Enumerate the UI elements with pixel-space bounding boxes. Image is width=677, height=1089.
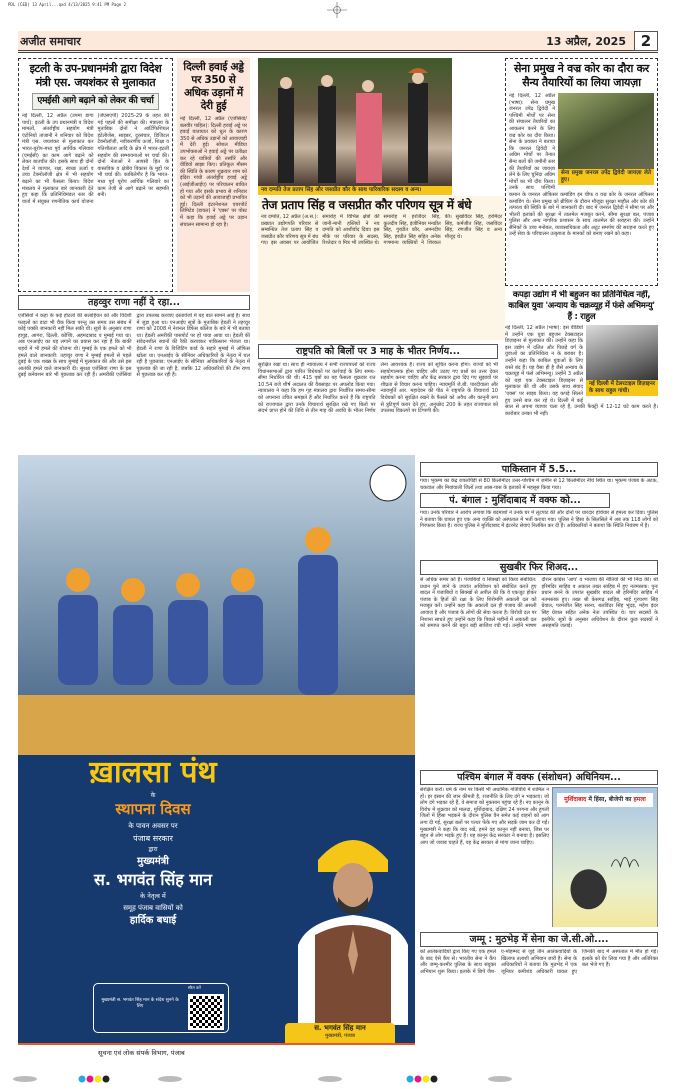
- issue-date: 13 अप्रैल, 2025: [546, 35, 626, 48]
- ad-ke: के: [150, 792, 156, 799]
- story-body: [505, 325, 658, 440]
- cm-nameplate: [285, 1023, 395, 1043]
- ad-greeting: हार्दिक बधाई: [129, 915, 177, 926]
- nameplate-role: मुख्यमंत्री, पंजाब: [325, 1033, 355, 1039]
- qr-code-icon[interactable]: [188, 994, 224, 1030]
- photo-caption: नई दिल्ली में टेलरटाइल डिज़ाइनर के साथ राहुल गांधी।: [586, 380, 658, 396]
- story-body: [420, 787, 658, 927]
- story-body: को आतंकवादियों द्वारा किए गए एक हमले के बाद ऐसे कैंप से। भारतीय सेना ने कैंप और जम्मू-कश्मीर पुलिस के साथ संयुक्त अभियान शुरू किया। इलाके में छिपे जैश-ए-मोहम्मद से जुड़े तीन आतंकवादियों के खिलाफ तलाशी अभियान जारी है। सेना के अधिकारियों ने बताया कि मुठभेड़ में एक जूनियर कमीशंड अधिकारी घायल हुए जिनकी बाद में अस्पताल में मौत हो गई। इलाके को घेर लिया गया है और अतिरिक्त बल भेजे गए हैं।: [420, 949, 658, 975]
- cartoon-title-part: हमला: [633, 796, 646, 803]
- ad-illustration: [18, 455, 415, 755]
- photo-caption: नव दम्पति तेज प्रताप सिंह और जसप्रीत कौर के साथ पारिवारिक सदस्य व अन्य।: [258, 186, 452, 195]
- headline-pakistan: पाकिस्तान में 5.5...: [420, 462, 658, 477]
- color-registration-bar: [0, 1070, 677, 1082]
- story-body-bengal: गया। उनके परिवार ने आरोप लगाया कि बदमाशों ने उनके घर में लूटपाट की और दोनों पर धारदार हथियार से हमला कर दिया। पुलिस ने बताया कि घायल हुए एक अन्य व्यक्ति को अस्पताल में भर्ती कराया गया। पुलिस ने हिंसा के सिलसिले में अब तक 118 लोगों को गिरफ्तार किया है। राज्य पुलिस ने मुर्शिदाबाद में इंटरनेट सेवाएं निलंबित कर दी हैं। अधिकारियों ने बताया कि स्थिति नियंत्रण में है।: [420, 510, 658, 530]
- story-sukhbir: [420, 560, 658, 765]
- story-tahawwur: [18, 295, 250, 440]
- story-rahul: [505, 290, 658, 440]
- cartoon-figure-icon: [553, 812, 657, 912]
- ad-netritva: के नेतृत्व में: [140, 892, 166, 900]
- cartoon-title-part: में हिंसा, बीजेपी का: [586, 796, 634, 803]
- headline: तहव्वुर राणा नहीं दे रहा...: [18, 295, 250, 310]
- ad-cm-name: स. भगवंत सिंह मान: [94, 870, 212, 889]
- rahul-photo: [586, 325, 658, 380]
- qr-note: मुख्यमंत्री स. भगवंत सिंह मान के संदेश सुनने के लिए: [101, 998, 179, 1009]
- cartoon-title: [557, 793, 653, 807]
- rahul-photo-figure: [586, 325, 658, 396]
- headline: तेज प्रताप सिंह व जसप्रीत कौर परिणय सूत्र में बंधे: [262, 198, 472, 212]
- story-body: नई दिल्ली, 12 अप्रैल (एजेंसियां/बलवीर पाहिल): दिल्ली हवाई अड्डे पर हवाई यातायात को धूल के कारण 350 से अधिक उड़ानों को आवाजाही में देरी हुई। सोशल मीडिया उपभोक्ताओं ने हवाई अड्डे पर प्रतीक्षा कर रहे यात्रियों की तस्वीरें और वीडियो साझा किए। प्रतिकूल मौसम की स्थिति के कारण शुक्रवार शाम को इंदिरा गांधी अंतर्राष्ट्रीय हवाई अड्डे (आईजीआईए) पर परिचालन बाधित हो गया और इसके प्रभाव से शनिवार को भी उड़ानों की आवाजाही प्रभावित हुई। दिल्ली इंटरनेशनल एयरपोर्ट लिमिटेड (डायल) ने 'एक्स' पर पोस्ट में कहा कि हवाई अड्डे पर उड़ान संचालन सामान्य हो रहा है।: [180, 116, 247, 228]
- story-body: से अधिक समय को है। पंजाबियों व सिक्खों को किया संबोधित: प्रधान चुने जाने के उपरांत अधिवेशन को संबोधित करते हुए बादल ने पंजाबियों व सिक्खों से अपील की कि वे एकजुट होकर पंजाब के हितों की रक्षा के लिए शिरोमणि अकाली दल को मजबूत करें। उन्होंने कहा कि अकाली दल ही पंजाब की असली आवाज है और पंजाब के लोगों की सेवा करता है। विरोधी दल पर निशाना साधते हुए उन्होंने कहा कि पिछले महीनों में अकाली दल को समाप्त करने की बहुत बड़ी साजिश रची गई। उन्होंने भाषण दौरान कांग्रेस 'आप' व भाजपा की नीतियों की भी निंदा की। श्री हरिमंदिर साहिब व अकाल तख्त साहिब में हुए नतमस्तक: पुनः प्रधान बनने के उपरांत सुखबीर बादल श्री हरिमंदिर साहिब में नतमस्तक हुए। तख्त श्री केसगढ़ साहिब, भाई गुरचरण सिंह ग्रेवाल, परमजीत सिंह सरना, बलविंदर सिंह भूंदड़, महेश इंदर सिंह ग्रेवाल सहित अनेक नेता उपस्थित थे। चार सदस्यों के इस्तीफे: सूत्रों के अनुसार अधिवेशन के दौरान कुछ सदस्यों ने असहमति जताई।: [420, 577, 658, 630]
- story-body: [509, 93, 654, 282]
- story-body: सुरक्षित रखा था। साथ ही न्यायालय ने सभी राज्यपालों को राज्य विधानसभाओं द्वारा पारित विधेयकों पर कार्रवाई के लिए समय-सीमा निर्धारित की थी। 415 पृष्ठों का यह फैसला शुक्रवार रात 10.54 बजे शीर्ष अदालत की वैबसाइट पर अपलोड किया गया। न्यायालय ने कहा कि हम गृह मंत्रालय द्वारा निर्धारित समय-सीमा को अपनाना उचित समझते हैं और निर्धारित करते हैं कि राष्ट्रपति को राज्यपाल द्वारा उनके विचारार्थ सुरक्षित रखे गए बिलों पर संदर्भ प्राप्त होने की तिथि से तीन माह की अवधि के भीतर निर्णय लेना आवश्यक है। राज्य को सूचित करना होगा। राज्यों को भी सहयोगात्मक होना चाहिए और उठाए गए प्रश्नों का उत्तर देकर सहयोग करना चाहिए और केंद्र सरकार द्वारा दिए गए सुझावों पर शीघ्रता से विचार करना चाहिए। न्यायमूर्ति जे.बी. पारदीवाला और न्यायमूर्ति आर. महादेवन की पीठ ने राष्ट्रपति के विचारार्थ 10 विधेयकों को सुरक्षित रखने के फैसले को अवैध और कानूनी रूप से त्रुटिपूर्ण करार देते हुए, अनुच्छेद 200 के तहत राज्यपाल को उपलब्ध विकल्पों पर टिप्पणी की।: [258, 362, 498, 415]
- newspaper-name: अजीत समाचार: [20, 35, 81, 48]
- cartoon-title-part: मुर्शिदाबाद: [564, 796, 587, 803]
- ad-occasion: के पावन अवसर पर: [128, 822, 178, 830]
- qr-box: [93, 983, 229, 1033]
- story-waqf: [420, 770, 658, 927]
- ad-dwara: द्वारा: [148, 846, 158, 853]
- ad-footer-dept: सूचना एवं लोक संपर्क विभाग, पंजाब: [18, 1043, 415, 1062]
- headline: सेना प्रमुख ने वज्र कोर का दौरा कर सैन्य तैयारियों का लिया जायज़ा: [514, 62, 649, 89]
- page-header: [18, 31, 658, 53]
- story-body: नई दिल्ली, 12 अप्रैल (उपमा डागा पार्थ): इटली के उप प्रधानमंत्री व विदेश मामलों, अंतर्राष्ट्रीय सहयोग मंत्री एंटोनियो ताजानी ने शनिवार को विदेश मंत्री एस. जयशंकर से मुलाकात कर भारत-यूरोप-मध्य पूर्व आर्थिक गलियारा (एमईसी) का काम आगे बढ़ाने को लेकर बातचीत की। इसके साथ ही दोनों देशों ने व्यापार, रक्षा, स्वच्छ ऊर्जा व उच्च टैक्नोलॉजी क्षेत्र में भी सहयोग बढ़ाने का भी फैसला किया। विदेश मंत्रालय ने मुलाकात बारे जानकारी देते हुए कहा कि प्रतिनिधिमंडल स्तर की वार्ता में संयुक्त रणनीतिक कार्य योजना (जेएसएपी) 2025-29 के तहत की गई पहलों की समीक्षा की। मंत्रालय के मुताबिक दोनों ने आर्टिफिशियल इंटेलीजेंस, साइबर, दूरसंचार, डिजिटल टैक्नोलॉजी, नवीकरणीय ऊर्जा, शिक्षा व गतिशीलता आदि के क्षेत्र में भारत-इटली सहयोग की सम्भावनाओं पर चर्चा की। दोनों नेताओं ने आपसी हित के वास्तविक व क्षेत्रीय विकास के मुद्दों पर भी चर्चा की। काबिलेगौर है कि भारत-मध्य पूर्व यूरोप आर्थिक गलियारे का काम तेजी से आगे बढ़ाने पर सहमति बनी।: [22, 113, 169, 205]
- ad-title: ख़ालसा पंथ: [89, 755, 217, 790]
- story-body-text: संरक्षित करो। धर्म के नाम पर किसी भी अधार्मिक गतिविधि में शामिल न हों। हर इंसान की जान कीमती है, राजनीति के लिए दंगे न भड़काएं। जो लोग दंगे भड़का रहे हैं, वे समाज को नुकसान पहुंचा रहे हैं। नए कानून के विरोध में शुक्रवार को मालदा, मुर्शिदाबाद, दक्षिण 24 परगना और हुगली जिलों में हिंसा भड़कने के दौरान पुलिस वैन समेत कई वाहनों को आग लगा दी गई, सुरक्षा बलों पर पत्थर फेंके गए और सड़कें जाम कर दी गईं। मुख्यमंत्री ने कहा कि याद रखें, हमने वह कानून नहीं बनाया, जिस पर बहुत से लोग भड़के हुए हैं। यह कानून केंद्र सरकार ने बनाया है। इसलिए आप जो जवाब चाहते हैं, वह केंद्र सरकार से मांगा जाना चाहिए।: [420, 787, 549, 846]
- qr-scan-label: स्कैन करें: [188, 985, 201, 990]
- page-number: 2: [634, 31, 658, 51]
- cartoon: [552, 787, 658, 927]
- headline: दिल्ली हवाई अड्डे पर 350 से अधिक उड़ानों में देरी हुई: [183, 61, 244, 112]
- story-body-pakistan: गया। भूकम्प का केंद्र रावलपिंडी से 80 किलोमीटर उत्तर-पश्चिम में जमीन से 12 किलोमीटर नीचे स्थित था। भूकम्प पंजाब के अटक, चकवाल और मियांवाली जिलों तथा आस-पास के इलाकों में महसूस किया गया।: [420, 478, 658, 491]
- story-body: नव दम्पति, 12 अप्रैल (अ.स.): प्रख्यात उद्योगपति परिवार से सम्बन्धित तेज प्रताप सिंह व जसप्रीत कौर परिणय सूत्र में बंध गए। इस अवसर पर आयोजित समारोह में विभिन्न क्षेत्रों की जानी-मानी हस्तियों ने नव दम्पति को आशीर्वाद दिया। इस मौके पर परिवार के सदस्य, रिश्तेदार व मित्र भी उपस्थित थे। समारोह में हरजिंदर सिंह, कुलदीप सिंह, इंजीनियर मनप्रीत सिंह, गुरप्रीत कौर, अमनदीप सिंह, हरप्रीत सिंह सहित अनेक गणमान्य व्यक्तियों ने शिरकत की। सुखविंदर सिंह, हरमिंदर सिंह, कर्मजीत सिंह, जसविंदर सिंह, रणजीत सिंह व अन्य मौजूद थे।: [261, 214, 502, 247]
- ad-people: समूह पंजाब वासियों को: [123, 904, 183, 912]
- story-president: [258, 344, 498, 440]
- army-photo: [558, 93, 654, 169]
- registration-mark-icon: [327, 2, 347, 18]
- story-body-text: नई दिल्ली, 12 अप्रैल (भाषा): सेना प्रमुख जनरल उपेंद्र द्विवेदी ने पश्चिमी मोर्चों पर सेना की संचालन तैयारियों का आकलन करने के लिए वज्र कोर का दौरा किया। सेना के प्रवक्ता ने बताया कि जनरल द्विवेदी ने अग्रिम मोर्चों पर तैनात सैन्य बलों की जमीनी स्तर की तैयारियों का जायज़ा लेने के लिए चुनिंदा अग्रिम मोर्चों का भी दौरा किया। उनके साथ पश्चिमी कमान के जनरल ऑफिसर कमांडिंग इन चीफ व वज्र कोर के जनरल ऑफिसर कमांडिंग थे। सेना प्रमुख को ब्रीफिंग के दौरान मौजूदा सुरक्षा माहौल और कोर की तत्परता की स्थिति के बारे में जानकारी दी। बाद में जनरल द्विवेदी ने सीमा पर और भीतरी इलाकों की सुरक्षा में तालमेल मजबूत करने, सीमा सुरक्षा बल, पंजाब पुलिस और अन्य नागरिक प्रशासन के साथ तालमेल की सराहना की। उन्होंने सैनिकों के उच्च मनोबल, व्यावसायिकता और अटूट समर्पण की सराहना करते हुए उन्हें सेवा के परिचालन उत्कृष्टता के मानकों को बनाए रखने को कहा।: [509, 93, 654, 238]
- headline: इटली के उप-प्रधानमंत्री द्वारा विदेश मंत्री एस. जयशंकर से मुलाकात: [29, 62, 162, 89]
- headline: राष्ट्रपति को बिलों पर 3 माह के भीतर निर्णय...: [258, 344, 498, 359]
- photo-caption: सेना प्रमुख जनरल उपेंद्र द्विवेदी जायज़ा लेते हुए।: [558, 169, 654, 185]
- story-delhi-airport: [177, 58, 250, 292]
- ad-cm-title: मुख्यमंत्री: [137, 856, 169, 867]
- story-body: एजेंसियों ने कहा के कई होटलों की सलाहियत को और विदेशी फाइलों का डाटा भी चैक किया परन्तु उस समय उस संबंध में कोई पक्की जानकारी नहीं मिल सकी थी। सूत्रों के अनुसार राणा हापुड़, आगरा, दिल्ली, कोच्चि, अहमदाबाद व मुम्बई गया था। अब एनआईए का यह लगाने का प्रयास कर रहा है कि बाकी शहरों में भी हमले की योजना थी। मुम्बई के एक हमले को भी हमले वाले जानकारी: तहव्वुर राणा ने मुम्बई हमलों से पहले दुबई के एक शख्स के साथ मुम्बई में मुलाकात की और उसे इस आतंकी हमले वाले जानकारी दी। सुरक्षा एजेंसियां राणा के इस दुबई कनेक्शन बारे भी पूछताछ कर रही हैं। अमरीकी एजेंसियां द्वारा उपलब्ध करवाए दस्तावेजों में यह बात सामने आई है। साथ में जुड़ा हुआ था। एनआईए सूत्रों के मुताबिक हेडली ने तहव्वुर राणा को 2008 में नेशनल डिफेंस कॉलेज के बारे में भी बताया था। हेडली अमरीकी पासपोर्ट पर हो पाया आया था। हेडली की संवेदनशील स्थानों की रैकी करवाकर पाकिस्तान भेजता था। हेडली ने राणा के विजिटिंग कार्ड के सहारे मुम्बई में ऑफिस खोला था। एनआईए के सीनियर अधिकारियों के नेतृत्व में चल रही है पूछताछ: एनआईए के सीनियर अधिकारियों के नेतृत्व में पूछताछ की जा रही है, जबकि 12 अधिकारियों की टीम राणा से पूछताछ कर रही है।: [18, 313, 250, 379]
- headline: जम्मू : मुठभेड़ में सेना का जे.सी.ओ....: [420, 932, 658, 947]
- wedding-photo: [258, 58, 452, 186]
- story-italy: [18, 58, 173, 292]
- advertisement-khalsa-panth: [18, 455, 415, 1062]
- army-photo-figure: [558, 93, 654, 185]
- headline-bengal: पं. बंगाल : मुर्शिदाबाद में वक्फ को...: [420, 493, 610, 508]
- story-pakistan-bengal: [420, 462, 658, 557]
- headline: कपड़ा उद्योग में भी बहुजन का प्रतिनिधित्व नहीं, काबिल युवा 'अन्याय के चक्रव्यूह में फंसे अभिमन्यु' हैं : राहुल: [508, 290, 655, 322]
- nameplate-name: स. भगवंत सिंह मान: [314, 1024, 366, 1032]
- ad-subtitle: स्थापना दिवस: [115, 800, 191, 818]
- ad-govt: पंजाब सरकार: [133, 834, 173, 843]
- headline: सुखबीर फिर शिअद...: [420, 560, 658, 575]
- story-wedding: [258, 196, 505, 340]
- print-slug: PDL (CED) 13 April...qxd 4/13/2025 9:41 PM Page 2: [8, 2, 127, 7]
- headline: पश्चिम बंगाल में वक्फ (संशोधन) अधिनियम...: [420, 770, 658, 785]
- ad-text: [18, 755, 288, 928]
- story-jammu: [420, 932, 658, 1060]
- story-body-text: नई दिल्ली, 12 अप्रैल (भाषा): इस वीडियो में उन्होंने एक युवा बहुजन टेक्सटाइल डिज़ाइनर से मुलाकात की। उन्होंने कहा कि इस उद्योग में दलित और पिछड़े वर्ग के युवाओं का प्रतिनिधित्व न के बराबर है। उन्होंने कहा कि काबिल युवाओं के लिए रास्ते बंद हैं। यह वैसा ही है जैसे अन्याय के चक्रव्यूह में फंसे अभिमन्यु। उन्होंने 3 अप्रैल को यहां एक टेक्सटाइल डिज़ाइनर से मुलाकात की थी और उसके साथ संवाद 'एक्स' पर साझा किया। वह कपड़े सिलते हुए उनसे बात कर रहे थे। दिल्ली में कई साल से अपना व्यापार चला रहे हैं, उनकी फैक्ट्री में 12-12 घंटे काम करते हैं। कारोबार उनका भी नहीं।: [505, 325, 658, 417]
- story-army: [505, 58, 658, 286]
- subheadline-box: एमईसी आगे बढ़ाने को लेकर की चर्चा: [32, 93, 159, 110]
- cm-portrait: [293, 815, 413, 1025]
